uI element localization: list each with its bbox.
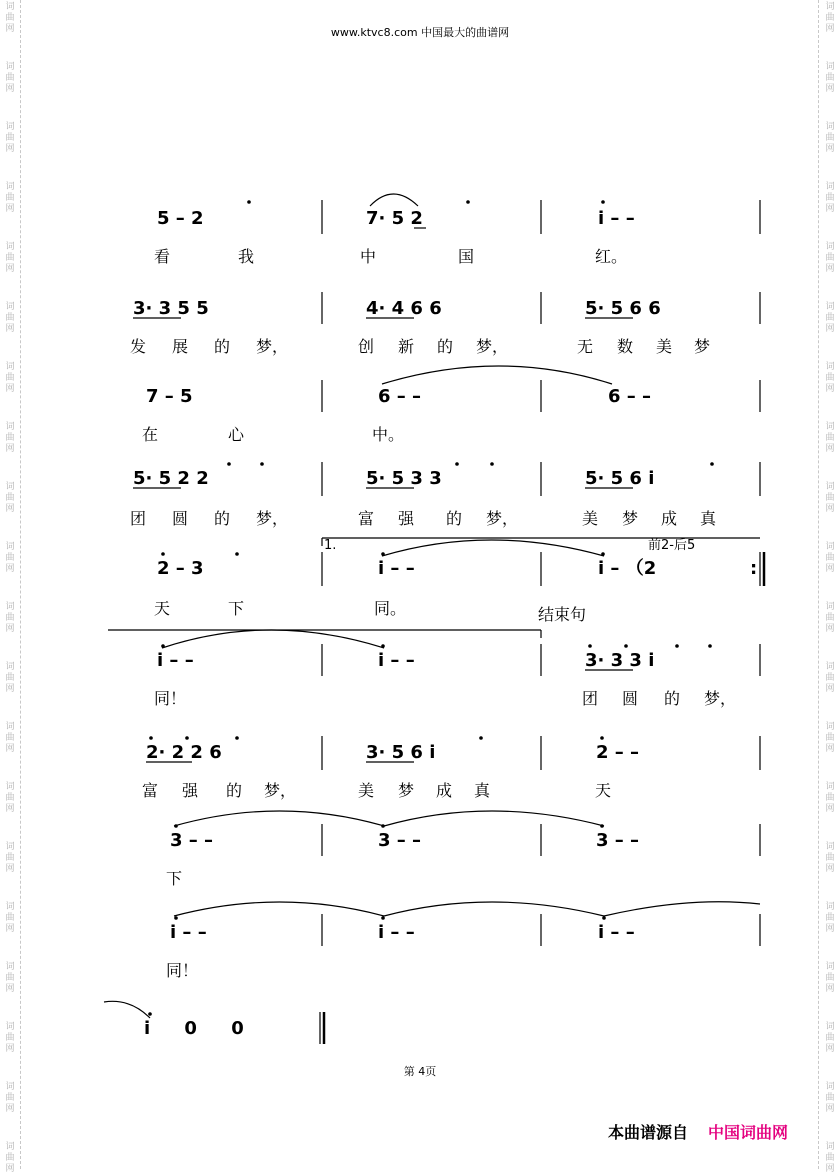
watermark-text: 词 曲 网 (5, 902, 15, 934)
bar-lines (108, 200, 764, 1044)
watermark-text: 词 曲 网 (5, 1022, 15, 1054)
lyric: 同！ (166, 961, 199, 980)
repeat-note: 前2-后5 (648, 538, 696, 553)
lyrics-row-7 (142, 781, 611, 800)
watermark-text: 词 曲 网 (5, 662, 15, 694)
watermark-text: 词 曲 网 (825, 182, 835, 214)
notes-row-8: 3 – – (596, 830, 640, 851)
notes-row-5: 2 – 3 (157, 558, 204, 579)
lyric: 团 (582, 689, 599, 708)
lyric: 梦 (398, 781, 415, 800)
lyric: 美 (358, 781, 375, 800)
lyric: 天 (595, 781, 612, 800)
watermark-text: 词 曲 网 (825, 302, 835, 334)
watermark-text: 词 曲 网 (5, 62, 15, 94)
watermark-text: 词 曲 网 (5, 962, 15, 994)
lyric: 成 (436, 781, 453, 800)
repeat-dots: : (750, 558, 758, 579)
brand-link[interactable]: 中国词曲网 (708, 1123, 789, 1142)
watermark-text: 词 曲 网 (5, 542, 15, 574)
lyric: 看 (154, 247, 171, 266)
watermark-text: 词 曲 网 (5, 302, 15, 334)
watermark-text: 词 曲 网 (825, 782, 835, 814)
lyric: 强 (398, 509, 415, 528)
notes-row-6: i – – (157, 650, 194, 671)
lyric: 成 (661, 509, 678, 528)
watermark-text: 词 曲 网 (5, 482, 15, 514)
watermark-text: 词 曲 网 (5, 1142, 15, 1174)
lyric: 我 (238, 247, 255, 266)
notes-row-1: 5 – 2 (157, 208, 204, 229)
lyric: 美 (656, 337, 673, 356)
source-text: 本曲谱源自 (608, 1123, 689, 1142)
notes-row-7: 2 – – (596, 742, 640, 763)
watermark-text: 词 曲 网 (825, 662, 835, 694)
lyric: 梦， (704, 689, 737, 708)
volta-1-label: 1. (324, 538, 337, 553)
notes-row-3: 6 – – (608, 386, 652, 407)
lyric: 梦 (694, 337, 711, 356)
watermark-text: 词 曲 网 (825, 1022, 835, 1054)
notes-row-4: 5· 5 3 3 (366, 468, 442, 489)
watermark-text: 词 曲 网 (5, 362, 15, 394)
watermark-text: 词 曲 网 (825, 1142, 835, 1174)
notes-row-1: 7· 5 2 (366, 208, 423, 229)
notes-row-7: 3· 5 6 i (366, 742, 436, 763)
watermark-text: 词 曲 网 (825, 122, 835, 154)
notes-row-9: i – – (598, 922, 635, 943)
lyric: 梦， (486, 509, 519, 528)
watermark-text: 词 曲 网 (825, 242, 835, 274)
lyric: 中。 (372, 425, 405, 444)
lyric: 梦， (256, 509, 289, 528)
lyric: 梦， (476, 337, 509, 356)
notes-row-6: 3· 3 3 i (585, 650, 655, 671)
watermark-text: 词 曲 网 (5, 1082, 15, 1114)
watermark-text: 词 曲 网 (5, 782, 15, 814)
page-number: 第 4页 (403, 1065, 437, 1078)
lyric: 圆 (172, 509, 189, 528)
lyric: 梦 (622, 509, 639, 528)
watermark-text: 词 曲 网 (825, 62, 835, 94)
lyric: 的 (437, 337, 454, 356)
watermark-text: 词 曲 网 (825, 2, 835, 34)
watermark-text: 词 曲 网 (5, 722, 15, 754)
lyric: 梦， (264, 781, 297, 800)
watermark-text: 词 曲 网 (825, 902, 835, 934)
lyrics-row-2 (130, 337, 710, 356)
lyric: 国 (458, 247, 475, 266)
lyric: 创 (358, 337, 375, 356)
watermark-text: 词 曲 网 (825, 362, 835, 394)
notes-row-8: 3 – – (378, 830, 422, 851)
lyric: 团 (130, 509, 147, 528)
lyric: 下 (228, 599, 245, 618)
lyric: 圆 (622, 689, 639, 708)
watermark-text: 词 曲 网 (5, 842, 15, 874)
lyric: 发 (130, 337, 147, 356)
watermark-text: 词 曲 网 (5, 422, 15, 454)
lyric: 强 (182, 781, 199, 800)
lyric: 的 (664, 689, 681, 708)
watermark-text: 词 曲 网 (825, 1082, 835, 1114)
notes-row-10: i 0 0 (144, 1018, 244, 1039)
lyric: 梦， (256, 337, 289, 356)
site-header: www.ktvc8.com 中国最大的曲谱网 (330, 26, 510, 39)
notes-row-2: 3· 3 5 5 (133, 298, 209, 319)
lyric: 富 (142, 781, 159, 800)
watermark-text: 词 曲 网 (5, 242, 15, 274)
lyric: 中 (360, 247, 377, 266)
watermark-text: 词 曲 网 (825, 422, 835, 454)
notes-row-4: 5· 5 6 i (585, 468, 655, 489)
watermark-text: 词 曲 网 (5, 182, 15, 214)
lyric: 的 (214, 337, 231, 356)
notes-row-2: 5· 5 6 6 (585, 298, 661, 319)
lyric: 下 (166, 869, 183, 888)
watermark-text: 词 曲 网 (825, 842, 835, 874)
notes-row-9: i – – (378, 922, 415, 943)
lyric: 数 (617, 337, 634, 356)
notes-row-6: i – – (378, 650, 415, 671)
watermark-text: 词 曲 网 (5, 602, 15, 634)
notes-row-3: 7 – 5 (146, 386, 193, 407)
watermark-text: 词 曲 网 (5, 122, 15, 154)
notes-row-4: 5· 5 2 2 (133, 468, 209, 489)
watermark-text: 词 曲 网 (825, 722, 835, 754)
lyric: 真 (700, 509, 717, 528)
lyric: 无 (577, 337, 594, 356)
notes-row-9: i – – (170, 922, 207, 943)
lyric: 同。 (374, 599, 407, 618)
lyric: 的 (214, 509, 231, 528)
lyric: 的 (226, 781, 243, 800)
lyric: 心 (228, 425, 245, 444)
lyrics-row-4 (130, 509, 717, 528)
lyric: 同！ (154, 689, 187, 708)
lyric: 在 (142, 425, 159, 444)
lyric: 富 (358, 509, 375, 528)
watermark-text: 词 曲 网 (5, 2, 15, 34)
lyric: 美 (582, 509, 599, 528)
lyric: 真 (474, 781, 491, 800)
notes-row-5: i – – (378, 558, 415, 579)
watermark-text: 词 曲 网 (825, 542, 835, 574)
lyric: 展 (172, 337, 189, 356)
watermark-text: 词 曲 网 (825, 602, 835, 634)
notes-row-1: i – – (598, 208, 635, 229)
lyric: 天 (154, 599, 171, 618)
source-credit (608, 1120, 788, 1143)
notes-row-8: 3 – – (170, 830, 214, 851)
notes-row-7: 2· 2 2 6 (146, 742, 222, 763)
lyric: 的 (446, 509, 463, 528)
watermark-text: 词 曲 网 (825, 962, 835, 994)
notes-row-5: i – （2 (598, 558, 657, 579)
watermark-text: 词 曲 网 (825, 482, 835, 514)
notes-row-3: 6 – – (378, 386, 422, 407)
lyric: 新 (398, 337, 415, 356)
notes-row-2: 4· 4 6 6 (366, 298, 442, 319)
lyric: 红。 (595, 247, 628, 266)
ending-label: 结束句 (538, 605, 587, 624)
